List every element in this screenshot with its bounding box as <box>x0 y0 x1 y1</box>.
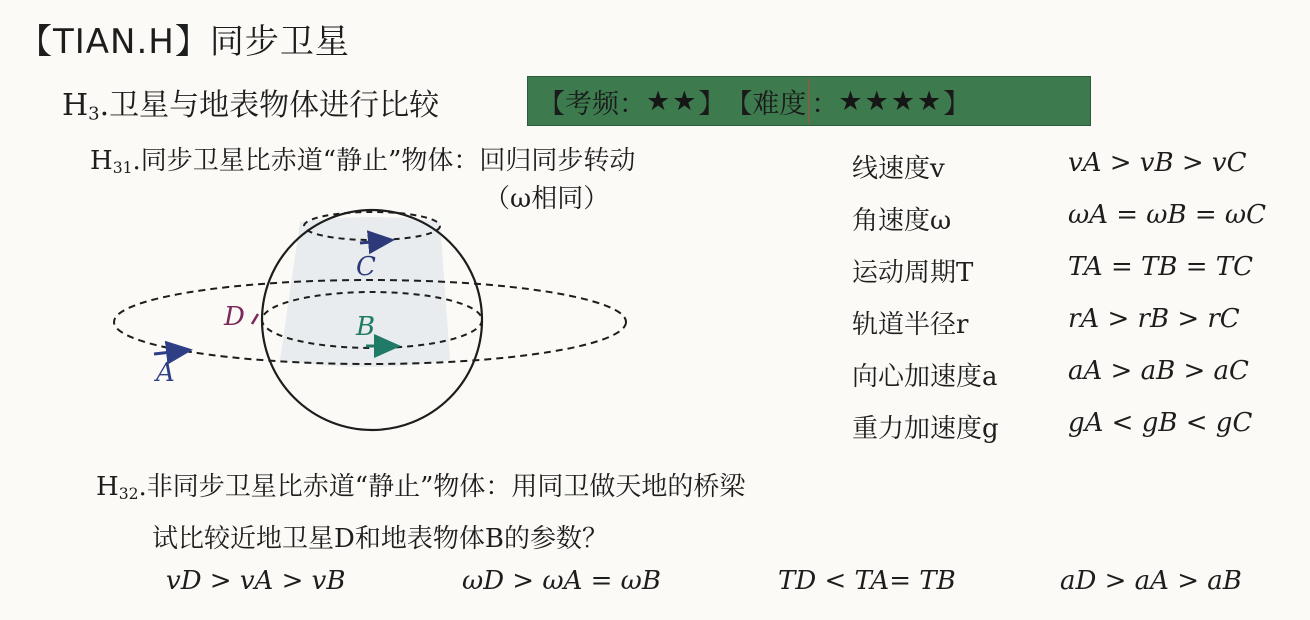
diff-close: 】 <box>943 88 971 120</box>
freq-close: 】 <box>698 88 726 120</box>
velocity-arrow-a <box>154 350 190 354</box>
diff-stars: ★★★★ <box>838 85 944 117</box>
velocity-arrow-d <box>252 314 258 324</box>
property-relation: vA > vB > vC <box>1068 148 1247 178</box>
comparison-acceleration: aD > aA > aB <box>1060 566 1242 596</box>
section-h32-heading <box>96 466 745 503</box>
omega-same-note: （ω相同） <box>484 184 610 214</box>
section-h32-sub: 32 <box>118 484 139 503</box>
property-label: 向心加速度a <box>852 362 998 392</box>
diff-label: 【难度 <box>725 88 807 120</box>
section-h31-label: H <box>90 146 113 176</box>
page-title: 【TIAN.H】同步卫星 <box>18 22 350 62</box>
property-relation: rA > rB > rC <box>1068 304 1240 334</box>
property-relation: gA < gB < gC <box>1068 408 1253 438</box>
property-label: 轨道半径r <box>852 310 969 340</box>
comparison-velocity: vD > vA > vB <box>166 566 346 596</box>
section-h3-sub: 3 <box>88 103 100 125</box>
label-b: B <box>356 312 376 342</box>
section-h3-text: .卫星与地表物体进行比较 <box>99 88 440 123</box>
freq-label: 【考频： <box>538 88 646 120</box>
property-relation: TA = TB = TC <box>1068 252 1254 282</box>
diff-sep: ： <box>811 88 839 120</box>
property-relation: ωA = ωB = ωC <box>1068 200 1267 230</box>
property-relation: aA > aB > aC <box>1068 356 1249 386</box>
label-d: D <box>224 302 245 332</box>
property-label: 运动周期T <box>852 258 974 288</box>
label-c: C <box>356 252 376 282</box>
section-h32-text: .非同步卫星比赤道“静止”物体：用同卫做天地的桥梁 <box>138 472 746 502</box>
section-h3-label: H <box>62 88 89 123</box>
comparison-question: 试比较近地卫星D和地表物体B的参数？ <box>152 524 608 554</box>
section-h31-text: .同步卫星比赤道“静止”物体：回归同步转动 <box>132 146 636 176</box>
property-label: 角速度ω <box>852 206 952 236</box>
freq-stars: ★★ <box>646 85 699 117</box>
comparison-angular-velocity: ωD > ωA = ωB <box>462 566 661 596</box>
property-label: 重力加速度g <box>852 414 999 444</box>
section-h32-label: H <box>96 472 119 502</box>
comparison-period: TD < TA= TB <box>778 566 956 596</box>
label-a: A <box>156 358 175 388</box>
section-h31-sub: 31 <box>112 158 133 177</box>
property-label: 线速度v <box>852 154 945 184</box>
